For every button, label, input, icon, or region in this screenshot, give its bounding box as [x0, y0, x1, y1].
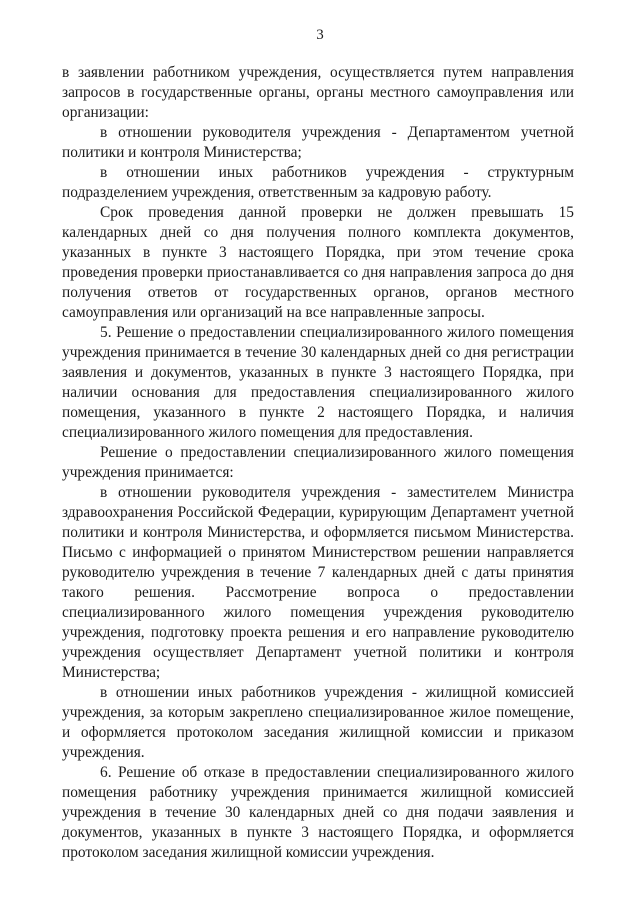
page-number: 3: [316, 27, 324, 43]
paragraph-other-workers-check: в отношении иных работников учреждения - структурным подразделением учреждения, ответственным за кадровую работу.: [62, 164, 574, 201]
paragraph-decision-head: в отношении руководителя учреждения - заместителем Министра здравоохранения Российской Федерации, курирующим Департамент учетной политики и контроля Министерства, и оформляется письмом Министерства. Письмо с информацией о принятом Министерством решении направляется руководителю учреждения в течение 7 календарных дней с даты принятия такого решения. Рассмотрение вопроса о предоставлении специализированного жилого помещения учреждения руководителю учреждения, подготовку проекта решения и его направление руководителю учреждения осуществляет Департамент учетной политики и контроля Министерства;: [62, 484, 574, 681]
paragraph-decision-intro: Решение о предоставлении специализированного жилого помещения учреждения принимается:: [62, 444, 574, 481]
paragraph-check-deadline: Срок проведения данной проверки не должен превышать 15 календарных дней со дня получения полного комплекта документов, указанных в пункте 3 настоящего Порядка, при этом течение срока проведения проверки приостанавливается со дня направления запроса до дня получения ответов от государственных органов, органов местного самоуправления или организаций на все направленные запросы.: [62, 204, 574, 321]
paragraph-request-intro: в заявлении работником учреждения, осуществляется путем направления запросов в государственные органы, органы местного самоуправления или организации:: [62, 64, 574, 121]
document-body: [62, 63, 574, 863]
paragraph-item-5: 5. Решение о предоставлении специализированного жилого помещения учреждения принимается в течение 30 календарных дней со дня регистрации заявления и документов, указанных в пункте 3 настоящего Порядка, при наличии основания для предоставления специализированного жилого помещения, указанного в пункте 2 настоящего Порядка, и наличия специализированного жилого помещения для предоставления.: [62, 324, 574, 441]
paragraph-item-6: 6. Решение об отказе в предоставлении специализированного жилого помещения работнику учреждения принимается жилищной комиссией учреждения в течение 30 календарных дней со дня подачи заявления и документов, указанных в пункте 3 настоящего Порядка, и оформляется протоколом заседания жилищной комиссии учреждения.: [62, 764, 574, 861]
paragraph-head-check: в отношении руководителя учреждения - Департаментом учетной политики и контроля Министерства;: [62, 124, 574, 161]
paragraph-decision-other-workers: в отношении иных работников учреждения - жилищной комиссией учреждения, за которым закреплено специализированное жилое помещение, и оформляется протоколом заседания жилищной комиссии и приказом учреждения.: [62, 684, 574, 761]
